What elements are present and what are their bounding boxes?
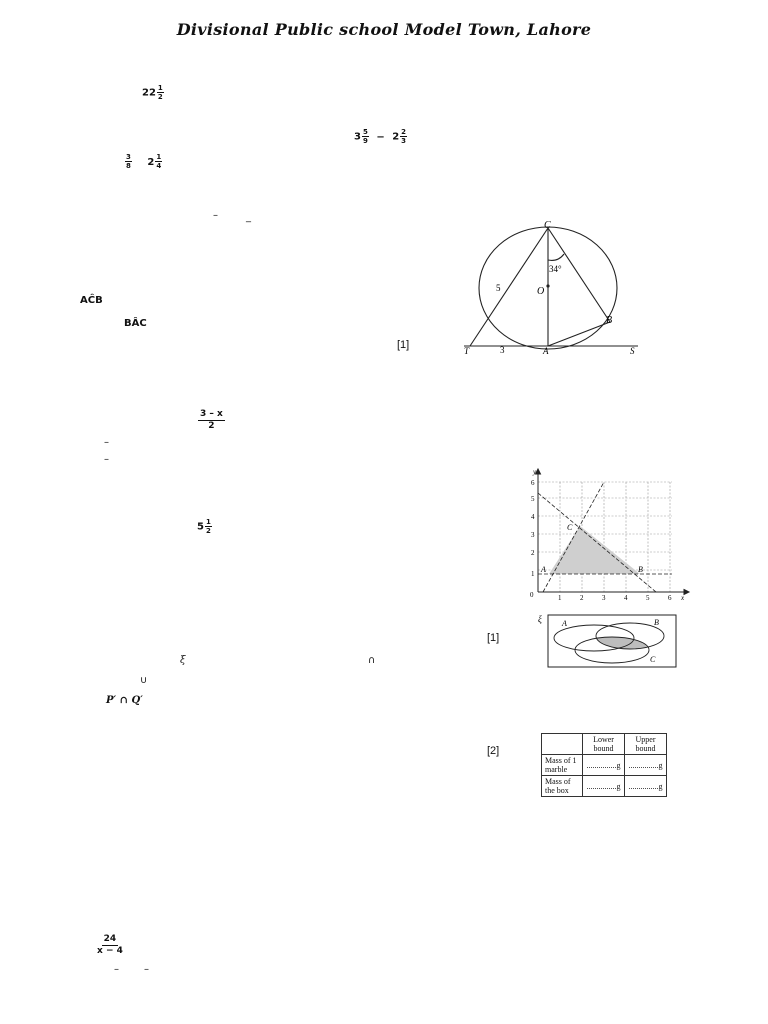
- lower-bound-blank[interactable]: ...............g: [583, 755, 625, 776]
- upper-bound-blank[interactable]: ...............g: [625, 776, 667, 797]
- y-tick: 5: [531, 495, 535, 503]
- row-label: Mass of 1 marble: [542, 755, 583, 776]
- fraction-24-over-x-minus-4: [97, 934, 123, 957]
- y-tick: 1: [531, 570, 535, 578]
- table-row: [542, 755, 667, 776]
- q3-b-den: 4: [156, 162, 162, 170]
- q-last-den: x − 4: [97, 946, 123, 956]
- q2-a-whole: 3: [354, 131, 361, 143]
- x-tick: 5: [646, 594, 650, 602]
- venn-diagram: [534, 612, 680, 672]
- q2-operator: −: [376, 131, 385, 143]
- q2-a-den: 9: [362, 137, 368, 145]
- venn-label-a: A: [562, 619, 567, 628]
- subtraction-expression: [354, 128, 407, 145]
- answer-dash-q6b: –: [104, 454, 109, 465]
- q7-num: 1: [205, 518, 211, 526]
- q3-a-den: 8: [126, 162, 131, 170]
- q1-fraction: [157, 84, 164, 101]
- table-header-row: [542, 734, 667, 755]
- q2-b-num: 2: [401, 128, 407, 136]
- grid-lines: [538, 482, 672, 592]
- fraction-3-minus-x: [198, 409, 225, 432]
- x-tick: 4: [624, 594, 628, 602]
- table-header-upper: Upper bound: [625, 734, 667, 755]
- x-tick: 0: [530, 591, 534, 599]
- upper-bound-blank[interactable]: ...............g: [625, 755, 667, 776]
- label-b: B: [606, 315, 613, 326]
- complement-expression: P′ ∩ Q′: [106, 695, 143, 706]
- marks-venn-question: [1]: [487, 632, 500, 644]
- point-c-label: C: [567, 523, 573, 532]
- xi-symbol: ξ: [180, 655, 186, 666]
- mixed-number-q7: [197, 518, 212, 535]
- x-tick: 6: [668, 594, 672, 602]
- q-last-num: 24: [103, 934, 117, 944]
- q7-fraction: [205, 518, 212, 535]
- answer-dash-q4b: _: [246, 212, 251, 223]
- y-tick: 2: [531, 549, 535, 557]
- q7-den: 2: [205, 527, 211, 535]
- q2-b-fraction: [400, 128, 407, 145]
- angle-acb-label: AĈB: [80, 295, 103, 306]
- y-axis-label: y: [533, 468, 537, 476]
- page-title: Divisional Public school Model Town, Lahore: [176, 20, 592, 39]
- q3-b-whole: 2: [147, 156, 155, 168]
- answer-dash-last-b: –: [144, 964, 149, 975]
- angle-label: 34°: [549, 264, 562, 274]
- length-ta: 3: [500, 345, 505, 355]
- venn-label-c: C: [650, 655, 656, 664]
- q1-den: 2: [157, 93, 163, 101]
- label-o: O: [537, 286, 545, 297]
- label-c: C: [544, 220, 551, 231]
- x-tick: 3: [602, 594, 606, 602]
- marks-table-question: [2]: [487, 745, 500, 757]
- point-b-label: B: [638, 565, 643, 574]
- q3-a-num: 3: [126, 153, 131, 161]
- x-tick: 1: [558, 594, 562, 602]
- marks-circle-question: [1]: [397, 339, 410, 351]
- q2-b-whole: 2: [392, 131, 400, 143]
- line-ascending: [543, 482, 604, 592]
- q1-num: 1: [157, 84, 163, 92]
- answer-dash-q6a: –: [104, 437, 109, 448]
- centre-point: [546, 284, 549, 287]
- lower-bound-blank[interactable]: ...............g: [583, 776, 625, 797]
- table-header-lower: Lower bound: [583, 734, 625, 755]
- bounds-table: [541, 733, 667, 797]
- table-row: [542, 776, 667, 797]
- q7-whole: 5: [197, 521, 204, 533]
- answer-dash-q4a: –: [213, 210, 218, 221]
- label-a: A: [543, 346, 549, 356]
- q3-b-fraction: [155, 153, 162, 170]
- q3-a-fraction: [125, 153, 132, 170]
- label-s: S: [630, 346, 635, 356]
- x-tick: 2: [580, 594, 584, 602]
- y-tick: 6: [531, 479, 535, 487]
- q3-b-num: 1: [156, 153, 162, 161]
- union-symbol: ∪: [140, 675, 148, 686]
- x-axis-label: x: [681, 594, 685, 602]
- table-header-empty: [542, 734, 583, 755]
- x-axis-arrow: [684, 590, 689, 595]
- q2-a-num: 5: [362, 128, 368, 136]
- angle-bac-label: BÂC: [124, 318, 147, 329]
- label-t: T: [464, 346, 470, 356]
- venn-label-b: B: [654, 618, 659, 627]
- mixed-number-q1: [142, 84, 164, 101]
- y-tick: 4: [531, 513, 535, 521]
- universal-symbol: ξ: [538, 614, 542, 624]
- q2-a-fraction: [362, 128, 369, 145]
- inequality-graph: [522, 466, 702, 602]
- angle-arc: [548, 254, 564, 260]
- intersection-symbol: ∩: [368, 655, 376, 666]
- circle-geometry-diagram: [458, 218, 648, 356]
- point-a-label: A: [541, 565, 546, 574]
- y-tick: 3: [531, 531, 535, 539]
- q2-b-den: 3: [401, 137, 407, 145]
- row-label: Mass of the box: [542, 776, 583, 797]
- answer-dash-last-a: –: [114, 964, 119, 975]
- q6-den: 2: [208, 421, 215, 431]
- fractions-q3: [124, 153, 162, 170]
- q1-whole: 22: [142, 87, 156, 99]
- y-axis-arrow: [536, 469, 541, 474]
- length-tc: 5: [496, 283, 501, 293]
- q6-num: 3 – x: [200, 409, 223, 419]
- chord-cb: [548, 228, 610, 322]
